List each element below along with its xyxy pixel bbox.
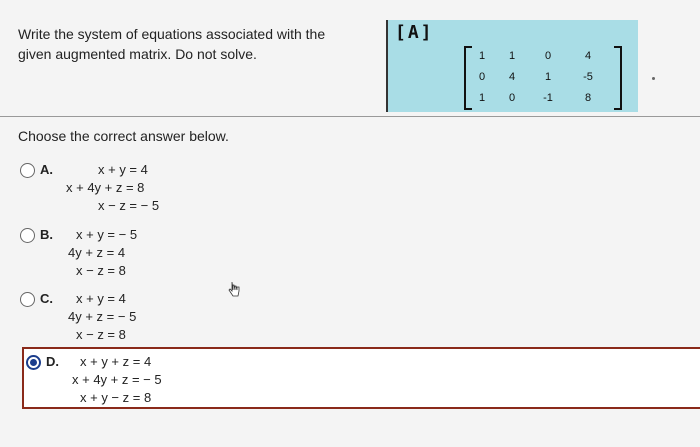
question-line-1: Write the system of equations associated with the [18,26,326,42]
matrix-cell: 1 [478,92,486,104]
option-b-letter: B. [40,227,53,242]
option-a-equation-2: x + 4y + z = 8 [66,180,145,195]
option-a-equation-1: x + y = 4 [98,162,148,177]
option-b-equation-1: x + y = − 5 [76,227,138,242]
matrix-cell: 4 [508,71,516,83]
option-d-equation-1: x + y + z = 4 [80,354,152,369]
option-c-equation-3: x − z = 8 [76,327,126,342]
matrix-label: [A] [395,22,434,43]
option-c-equation-1: x + y = 4 [76,291,126,306]
option-d-letter: D. [46,354,59,369]
option-d-equation-2: x + 4y + z = − 5 [72,372,162,387]
option-b-equation-2: 4y + z = 4 [68,245,126,260]
option-a-equation-3: x − z = − 5 [98,198,160,213]
matrix-cell: 0 [478,71,486,83]
option-a-radio[interactable] [20,163,35,178]
divider [0,116,700,117]
option-c-equation-2: 4y + z = − 5 [68,309,137,324]
option-c-radio[interactable] [20,292,35,307]
option-c-letter: C. [40,291,53,306]
option-a-letter: A. [40,162,53,177]
option-d-radio[interactable] [26,355,41,370]
matrix-cell: 4 [584,50,592,62]
matrix-cell: 1 [508,50,516,62]
question-line-2: given augmented matrix. Do not solve. [18,46,257,62]
matrix-cell: -1 [543,92,553,104]
matrix-cell: 0 [508,92,516,104]
question-text [18,24,358,64]
option-d-equation-3: x + y − z = 8 [80,390,152,405]
option-b-equation-3: x − z = 8 [76,263,126,278]
matrix-left-bracket [464,46,472,110]
answer-prompt: Choose the correct answer below. [18,128,229,144]
matrix-cell: 0 [544,50,552,62]
scroll-dot [652,77,655,80]
matrix-cell: -5 [583,71,593,83]
matrix-right-bracket [614,46,622,110]
matrix-cell: 1 [544,71,552,83]
option-b-radio[interactable] [20,228,35,243]
matrix-cell: 8 [584,92,592,104]
hand-cursor-icon [227,281,241,299]
matrix-cell: 1 [478,50,486,62]
